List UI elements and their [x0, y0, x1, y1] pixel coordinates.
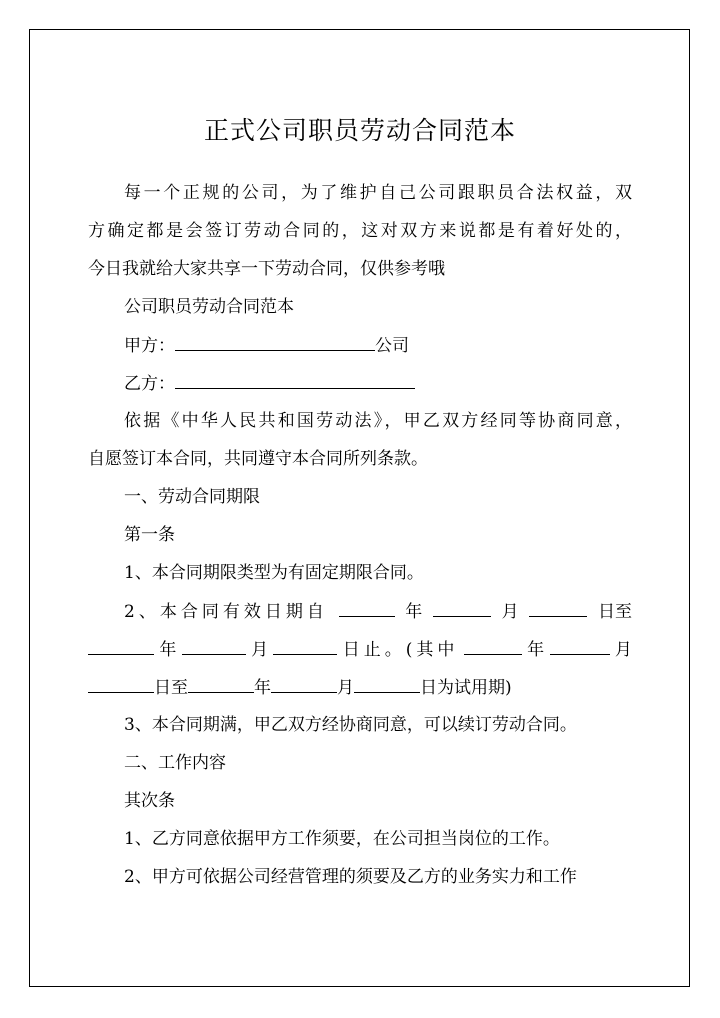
start-year-blank[interactable] [339, 598, 395, 617]
trial-start-day-label: 日至 [154, 678, 188, 698]
intro-line-2: 方确定都是会签订劳动合同的，这对双方来说都是有着好处的， [88, 221, 632, 241]
trial-end-month-blank[interactable] [271, 674, 337, 693]
start-month-label: 月 [501, 602, 519, 622]
start-day-blank[interactable] [529, 598, 587, 617]
trial-start-day-blank[interactable] [88, 674, 154, 693]
article-2: 其次条 [124, 791, 175, 811]
trial-start-year-label: 年 [527, 640, 545, 660]
trial-start-year-blank[interactable] [464, 636, 522, 655]
start-year-label: 年 [405, 602, 423, 622]
trial-end-day-label: 日为试用期) [420, 678, 512, 698]
party-a-line [124, 332, 409, 359]
party-a-label: 甲方： [124, 336, 175, 356]
trial-end-year-label: 年 [254, 678, 271, 698]
clause-1-2-line-3 [88, 674, 512, 701]
basis-line-2: 自愿签订本合同，共同遵守本合同所列条款。 [88, 449, 428, 469]
party-b-line [124, 370, 415, 397]
trial-start-month-blank[interactable] [550, 636, 610, 655]
trial-end-month-label: 月 [337, 678, 354, 698]
end-month-blank[interactable] [182, 636, 246, 655]
party-a-blank[interactable] [175, 332, 375, 351]
clause-1-2-line-1 [124, 598, 632, 625]
end-day-label: 日止。(其中 [342, 640, 459, 660]
subtitle: 公司职员劳动合同范本 [124, 297, 294, 317]
clause-2-1: 1、乙方同意依据甲方工作须要，在公司担当岗位的工作。 [124, 829, 560, 849]
intro-line-3: 今日我就给大家共享一下劳动合同，仅供参考哦 [88, 259, 445, 279]
document-title: 正式公司职员劳动合同范本 [203, 116, 516, 145]
section-1-heading: 一、劳动合同期限 [124, 487, 260, 507]
intro-line-1: 每一个正规的公司，为了维护自己公司跟职员合法权益，双 [124, 183, 632, 203]
article-1: 第一条 [124, 525, 175, 545]
clause-1-2-prefix: 2、本合同有效日期自 [124, 602, 328, 622]
clause-1-1: 1、本合同期限类型为有固定期限合同。 [124, 563, 424, 583]
party-b-label: 乙方： [124, 374, 175, 394]
trial-start-month-label: 月 [614, 640, 632, 660]
party-a-suffix: 公司 [375, 336, 409, 356]
section-2-heading: 二、工作内容 [124, 753, 226, 773]
end-month-label: 月 [251, 640, 269, 660]
end-day-blank[interactable] [273, 636, 337, 655]
clause-2-2: 2、甲方可依据公司经营管理的须要及乙方的业务实力和工作 [124, 867, 577, 887]
clause-1-3: 3、本合同期满，甲乙双方经协商同意，可以续订劳动合同。 [124, 715, 577, 735]
clause-1-2-line-2 [88, 636, 632, 663]
start-day-label: 日至 [597, 602, 632, 622]
start-month-blank[interactable] [433, 598, 491, 617]
basis-line-1: 依据《中华人民共和国劳动法》，甲乙双方经同等协商同意， [124, 411, 632, 431]
trial-end-year-blank[interactable] [188, 674, 254, 693]
end-year-label: 年 [159, 640, 177, 660]
party-b-blank[interactable] [175, 370, 415, 389]
end-year-blank[interactable] [88, 636, 154, 655]
trial-end-day-blank[interactable] [354, 674, 420, 693]
